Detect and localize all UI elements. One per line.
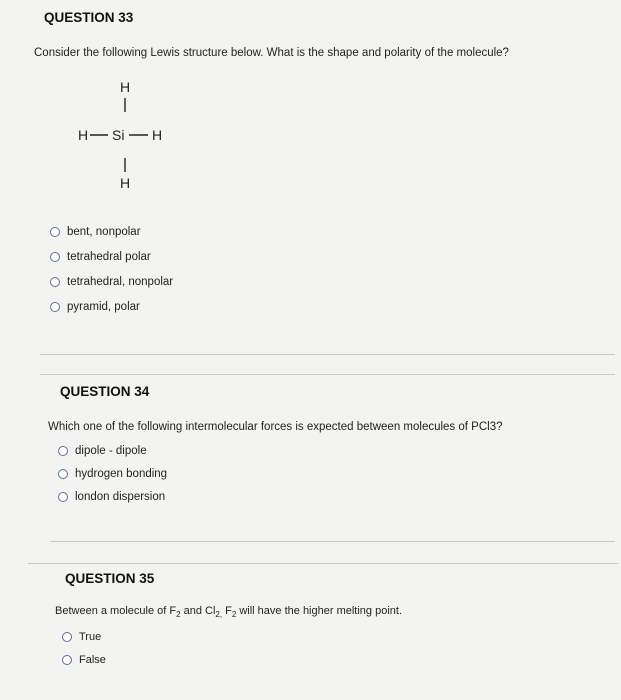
q34-option-2[interactable] — [58, 468, 167, 480]
option-label: tetrahedral polar — [67, 251, 151, 263]
option-label: hydrogen bonding — [75, 468, 168, 480]
atom-right: H — [152, 127, 163, 143]
atom-bottom: H — [120, 175, 131, 191]
radio-button[interactable] — [58, 469, 68, 479]
radio-button[interactable] — [50, 227, 60, 237]
q34-option-1[interactable] — [58, 445, 147, 457]
question-33-prompt: Consider the following Lewis structure below. What is the shape and polarity of the molecule? — [34, 47, 509, 59]
separator — [50, 541, 615, 542]
lewis-structure-sih4 — [70, 78, 190, 198]
question-34-prompt: Which one of the following intermolecular forces is expected between molecules of PCl3? — [48, 421, 503, 433]
q33-option-3[interactable] — [50, 276, 173, 288]
radio-button[interactable] — [50, 302, 60, 312]
radio-button[interactable] — [62, 655, 72, 665]
q35-option-true[interactable] — [62, 631, 101, 643]
option-label: pyramid, polar — [67, 301, 140, 313]
q33-option-2[interactable] — [50, 251, 151, 263]
q33-option-4[interactable] — [50, 301, 140, 313]
radio-button[interactable] — [50, 277, 60, 287]
option-label: False — [79, 654, 106, 666]
separator — [40, 374, 615, 375]
option-label: bent, nonpolar — [67, 226, 141, 238]
radio-button[interactable] — [58, 446, 68, 456]
q35-option-false[interactable] — [62, 654, 106, 666]
separator — [40, 354, 615, 355]
q34-option-3[interactable] — [58, 491, 165, 503]
radio-button[interactable] — [50, 252, 60, 262]
option-label: tetrahedral, nonpolar — [67, 276, 174, 288]
question-35-prompt: Between a molecule of $F_2$ and $Cl_{2,}$ $F_2$ will have the higher melting point. — [55, 605, 403, 620]
atom-top: H — [120, 79, 131, 95]
question-34-title: QUESTION 34 — [60, 384, 150, 399]
option-label: dipole - dipole — [75, 445, 147, 457]
question-35-title: QUESTION 35 — [65, 571, 155, 586]
separator — [28, 563, 618, 564]
atom-left: H — [78, 127, 89, 143]
question-33-title: QUESTION 33 — [44, 10, 134, 25]
radio-button[interactable] — [62, 632, 72, 642]
q33-option-1[interactable] — [50, 226, 141, 238]
option-label: True — [79, 631, 102, 643]
atom-center: Si — [112, 127, 125, 143]
option-label: london dispersion — [75, 491, 166, 503]
radio-button[interactable] — [58, 492, 68, 502]
